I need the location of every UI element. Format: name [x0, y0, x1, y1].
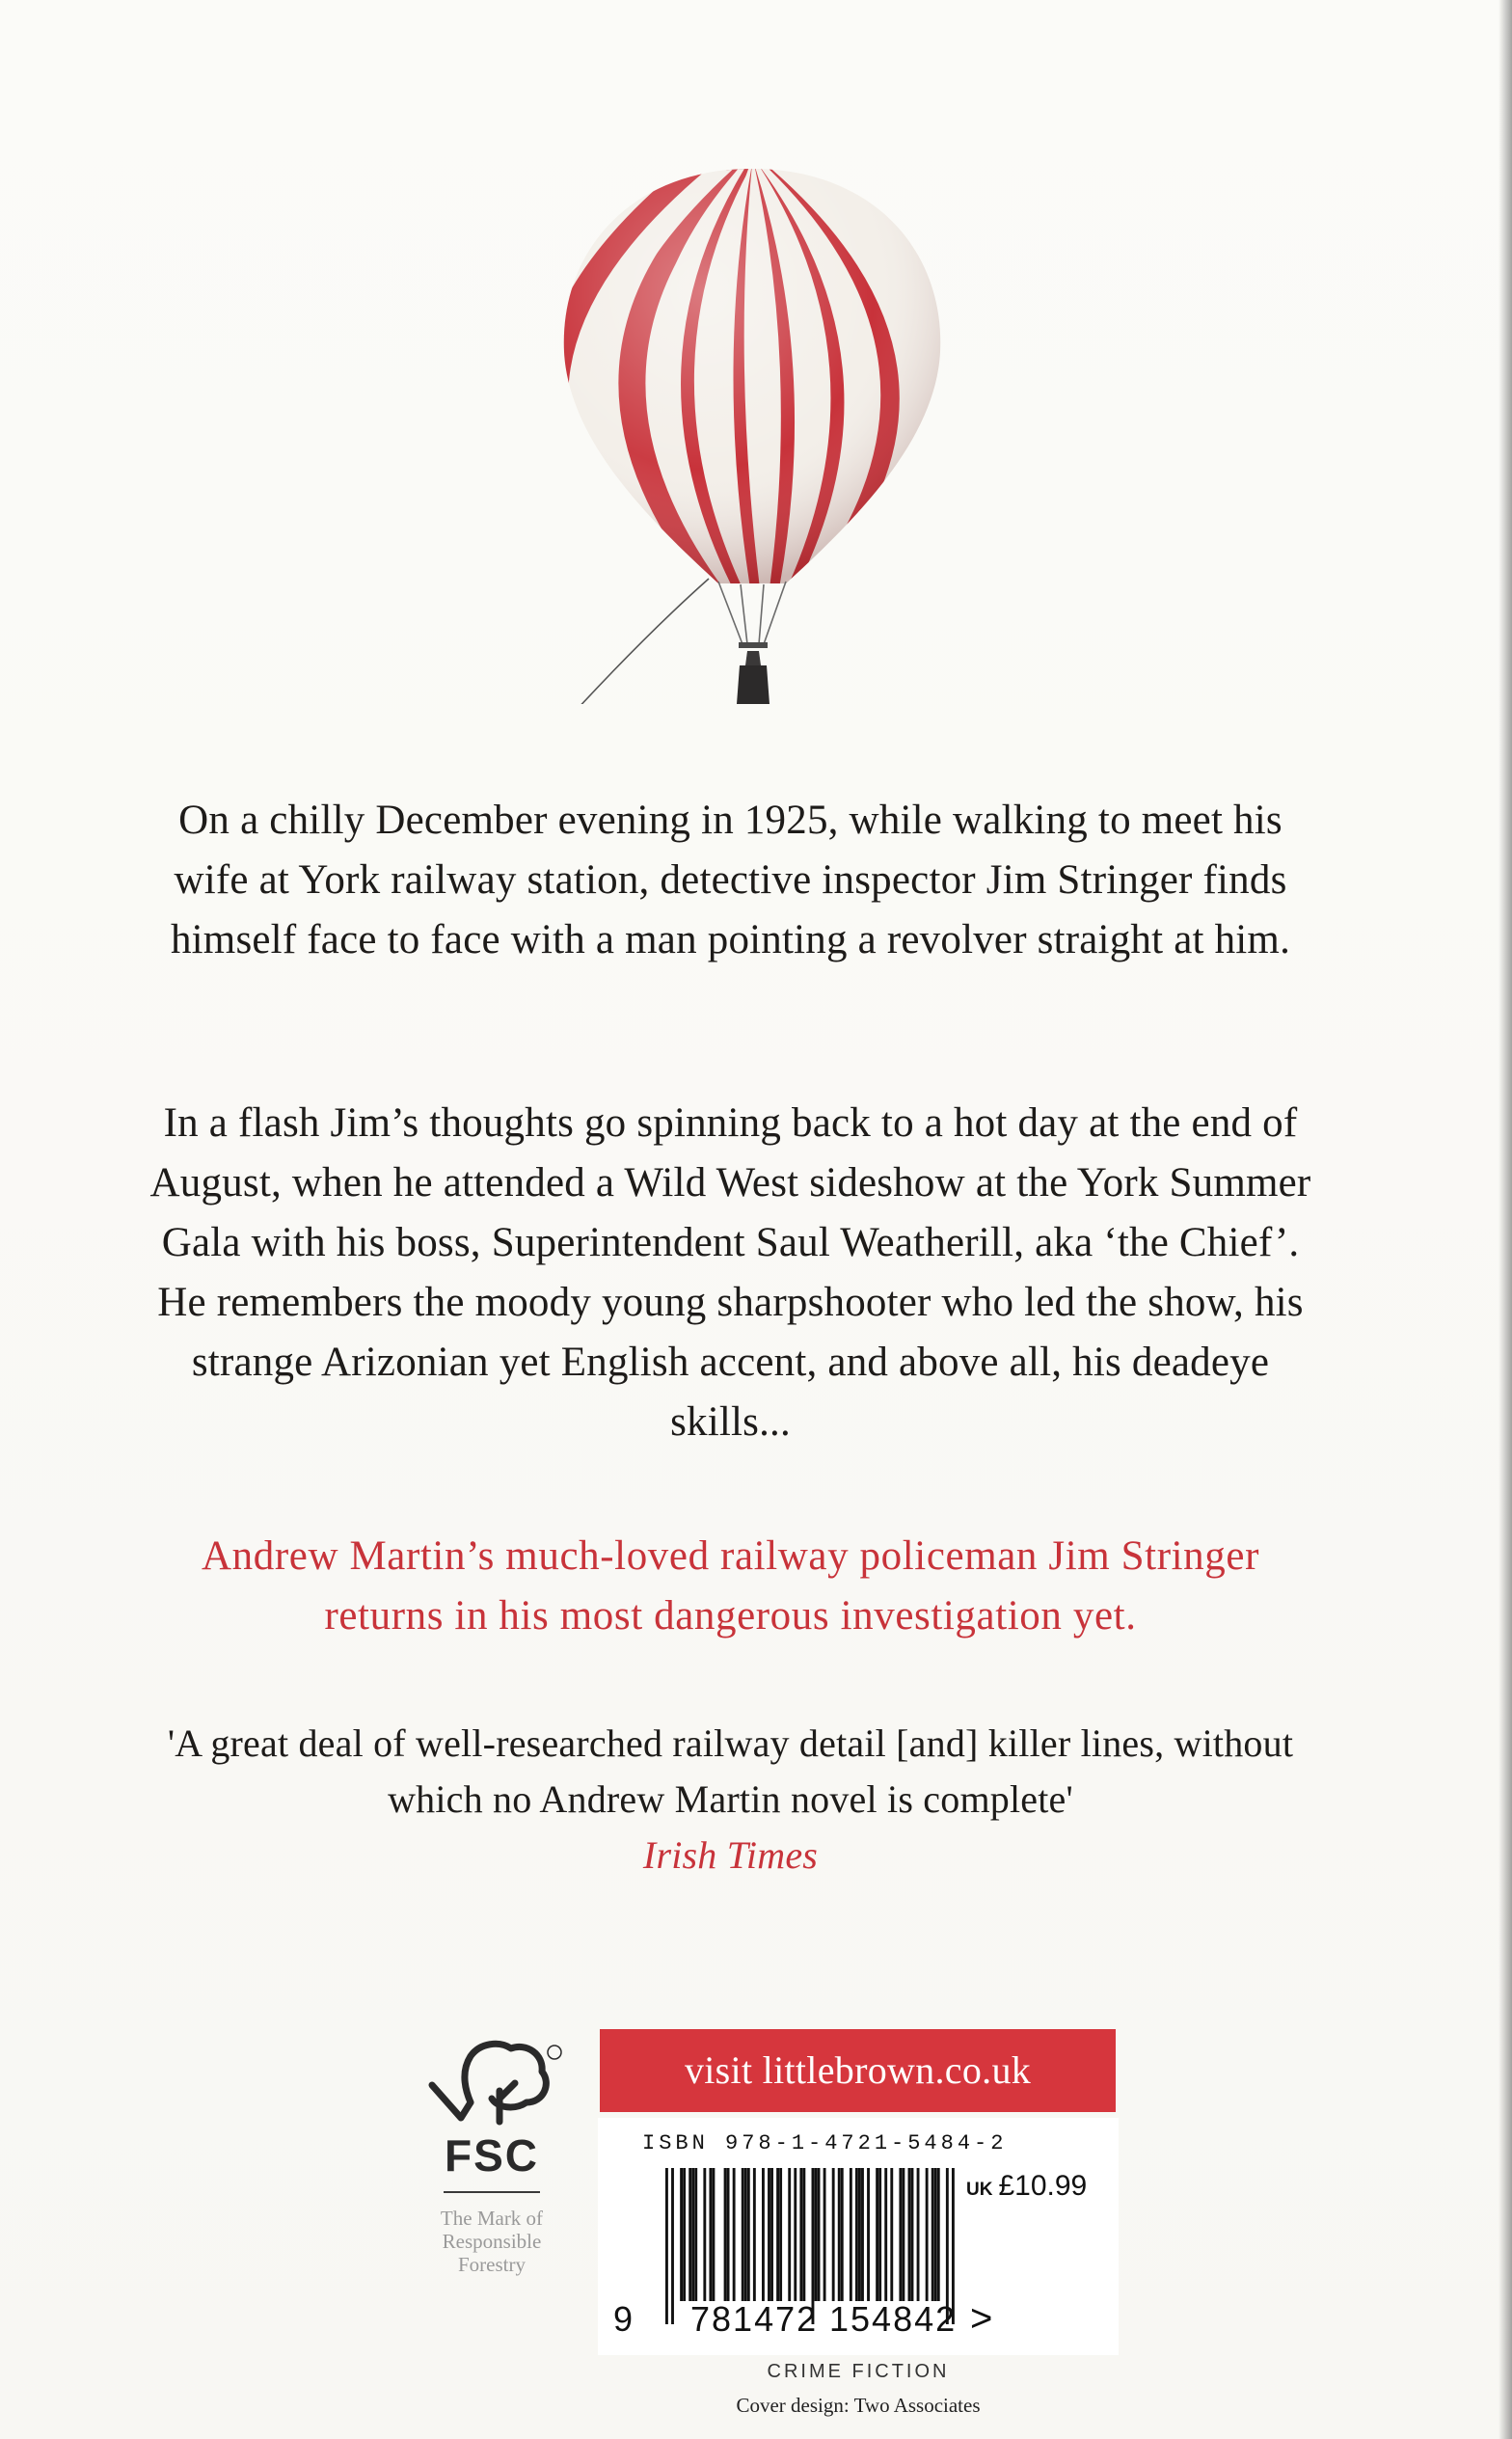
barcode-bar [832, 2168, 835, 2301]
review-source: Irish Times [642, 1833, 819, 1877]
barcode-bar [779, 2168, 782, 2301]
barcode-bar [768, 2168, 770, 2301]
barcode-bar [762, 2168, 765, 2301]
barcode-bar [876, 2168, 878, 2301]
barcode-bar [841, 2168, 844, 2301]
barcode-bar [733, 2168, 736, 2301]
barcode-bar [838, 2168, 841, 2301]
barcode-bar [694, 2168, 697, 2301]
barcode-bar [902, 2168, 904, 2301]
barcode-bar [747, 2168, 750, 2301]
barcode-bar [691, 2168, 694, 2301]
barcode-quiet-zone-mark: > [970, 2297, 993, 2340]
barcode-bar [824, 2168, 826, 2301]
barcode-bar [724, 2168, 727, 2301]
barcode-bar [934, 2168, 937, 2301]
barcode-digits-right-group: 154842 [829, 2299, 958, 2339]
isbn-label: ISBN 978-1-4721-5484-2 [642, 2131, 1008, 2155]
blurb-paragraph-2: In a flash Jim’s thoughts go spinning back to a hot day at the end of August, when he attended a Wild West sideshow at the York Summer Gala with his boss, Superintendent Saul Weatherill, aka ‘the Chief’. He remembers the moody young sharpshooter who led the show, his strange Arizonian yet English accent, and above all, his deadeye skills... [149, 1100, 1311, 1445]
cover-design-credit: Cover design: Two Associates [736, 2394, 981, 2417]
fsc-tagline-line-3: Forestry [458, 2253, 526, 2276]
barcode-digits-left-group: 781472 [690, 2299, 819, 2339]
barcode-digit-lead: 9 [613, 2299, 634, 2339]
balloon-basket [737, 665, 770, 704]
page-edge-shadow [1498, 0, 1512, 2439]
barcode-bar [911, 2168, 914, 2301]
barcode-bar [688, 2168, 691, 2301]
barcode-bar [802, 2168, 805, 2301]
barcode-bar [799, 2168, 802, 2301]
barcode-bar [908, 2168, 911, 2301]
barcode-bar [867, 2168, 870, 2301]
book-category: CRIME FICTION [767, 2361, 950, 2382]
barcode-bar [742, 2168, 744, 2301]
balloon-hoop [739, 642, 768, 648]
barcode-bar [753, 2168, 756, 2301]
barcode-bar [815, 2168, 818, 2301]
review-quote: 'A great deal of well-researched railway detail [and] killer lines, without which no Andrew Martin novel is complete' [167, 1721, 1294, 1821]
barcode-bar [818, 2168, 821, 2301]
barcode-bar [858, 2168, 861, 2301]
barcode-bar [727, 2168, 730, 2301]
barcode-bar [665, 2168, 668, 2324]
barcode-bar [937, 2168, 940, 2301]
series-tagline: Andrew Martin’s much-loved railway policeman Jim Stringer returns in his most dangerous investigation yet. [201, 1533, 1259, 1639]
fsc-divider [444, 2191, 540, 2193]
price-tag [966, 2170, 1087, 2203]
tether-rope [564, 579, 709, 704]
balloon-passenger [745, 651, 761, 665]
barcode-bar [926, 2168, 929, 2301]
barcode-bar [683, 2168, 686, 2301]
barcode-bar [703, 2168, 706, 2301]
barcode-bar [680, 2168, 683, 2301]
barcode-bar [884, 2168, 887, 2301]
barcode-bar [744, 2168, 747, 2301]
striped-hot-air-balloon-icon [550, 164, 955, 704]
barcode-bar [855, 2168, 858, 2301]
barcode-bar [671, 2168, 674, 2324]
barcode-bar [770, 2168, 773, 2301]
barcode-bar [712, 2168, 715, 2301]
barcode-bar [878, 2168, 881, 2301]
barcode-bar [850, 2168, 852, 2301]
fsc-tagline-line-1: The Mark of [440, 2207, 544, 2230]
barcode-bar [917, 2168, 920, 2301]
barcode-bar [794, 2168, 796, 2301]
price-currency: UK [966, 2180, 993, 2200]
fsc-tree-checkmark-icon [415, 2035, 569, 2131]
fsc-wordmark: FSC [445, 2130, 539, 2181]
balloon-rigging [718, 582, 786, 644]
blurb-paragraph-1: On a chilly December evening in 1925, while walking to meet his wife at York railway station, detective inspector Jim Stringer finds himself face to face with a man pointing a revolver straight at him. [170, 798, 1291, 962]
barcode-bar [709, 2168, 712, 2301]
barcode-bar [932, 2168, 934, 2301]
isbn-barcode-panel [598, 2118, 1119, 2355]
barcode-bar [890, 2168, 893, 2301]
fsc-certification-mark [415, 2035, 569, 2276]
barcode-bar [899, 2168, 902, 2301]
barcode-bar [776, 2168, 779, 2301]
barcode-bar [861, 2168, 864, 2301]
balloon-envelope [550, 164, 955, 588]
price-value: £10.99 [998, 2170, 1088, 2202]
fsc-tagline-line-2: Responsible [442, 2230, 542, 2253]
publisher-website-banner: visit littlebrown.co.uk [600, 2029, 1116, 2112]
barcode-bar [788, 2168, 791, 2301]
